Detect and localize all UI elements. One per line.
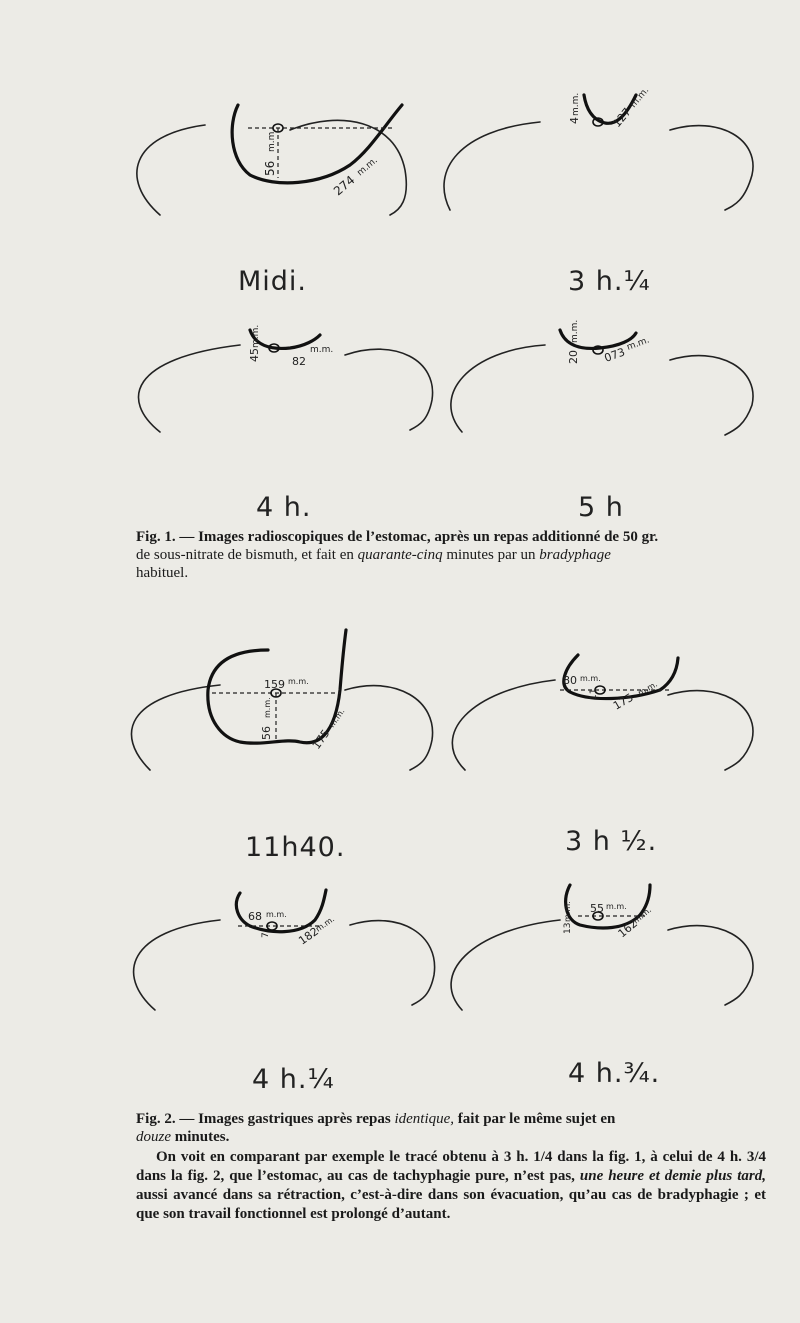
curve-unit: m.m. — [313, 914, 337, 934]
caption-text: minutes. — [171, 1129, 230, 1145]
time-label-midi: Midi. — [238, 266, 308, 297]
height-measure: 45 — [248, 348, 261, 362]
caption-emphasis: identique, — [394, 1111, 455, 1127]
width-measure: 68 — [248, 910, 262, 923]
silhouette-outline — [668, 691, 753, 770]
height-measure: 20 — [567, 350, 580, 364]
caption-text: minutes par un — [442, 547, 540, 563]
paragraph-emphasis: une heure et demie plus tard, — [579, 1168, 766, 1184]
caption-text: habituel. — [136, 565, 189, 581]
height-unit: m.m. — [267, 128, 277, 152]
time-label-3h15: 3 h.¼ — [568, 266, 651, 297]
time-label-4h15: 4 h.¼ — [252, 1064, 335, 1095]
height-unit: m.m. — [263, 697, 272, 718]
time-label-5h: 5 h — [578, 492, 624, 523]
silhouette-outline — [452, 680, 555, 770]
height-unit: m.m. — [570, 319, 580, 343]
figure1-caption — [136, 528, 766, 582]
figure2-caption — [136, 1110, 766, 1146]
width-unit: m.m. — [266, 910, 287, 919]
curve-unit: m.m. — [625, 335, 651, 353]
curve-unit: m.m. — [636, 679, 659, 698]
silhouette-outline — [139, 345, 240, 432]
time-label-11h40: 11h40. — [245, 832, 346, 863]
curve-unit: m.m. — [327, 707, 347, 730]
caption-text: fait par le même sujet en — [454, 1111, 616, 1127]
curve-measure: 175 — [611, 690, 636, 713]
silhouette-outline — [451, 345, 545, 432]
silhouette-outline — [668, 926, 753, 1005]
silhouette-outline — [350, 921, 435, 1005]
width-measure: 159 — [264, 678, 285, 691]
width-unit: m.m. — [606, 902, 627, 911]
silhouette-outline — [444, 122, 540, 210]
time-label-3h30: 3 h ½. — [565, 826, 658, 857]
height-measure: 4 — [568, 117, 581, 124]
silhouette-outline — [670, 126, 753, 210]
time-label-4h: 4 h. — [256, 492, 312, 523]
height-measure: 13 — [563, 922, 573, 934]
silhouette-outline — [345, 686, 433, 770]
silhouette-outline — [137, 125, 205, 215]
time-label-4h45: 4 h.¾. — [568, 1058, 661, 1089]
height-unit: m.m. — [571, 92, 581, 116]
silhouette-outline — [670, 356, 753, 435]
curve-measure: 182 — [296, 924, 321, 948]
silhouette-outline — [345, 349, 433, 430]
curve-measure: 82 — [292, 355, 306, 368]
body-paragraph — [136, 1148, 766, 1224]
curve-measure: 073 — [602, 345, 627, 365]
caption-text: de sous-nitrate de bismuth, et fait en — [136, 547, 358, 563]
curve-unit: m.m. — [631, 905, 654, 926]
curve-measure: 127 — [610, 105, 634, 130]
width-measure: 80 — [563, 674, 577, 687]
curve-unit: m.m. — [628, 85, 652, 110]
stomach-contour — [232, 105, 402, 183]
height-measure: 56 — [260, 726, 273, 740]
width-measure: 55 — [590, 902, 604, 915]
paragraph — [136, 1148, 766, 1224]
caption-emphasis: bradyphage — [539, 547, 611, 563]
width-unit: m.m. — [580, 674, 601, 683]
height-measure: 56 — [263, 160, 277, 176]
caption-emphasis: douze — [136, 1129, 171, 1145]
paragraph-text: aussi avancé dans sa rétraction, c’est-à-dire dans son évacuation, qu’au cas de bradyphagie ; et que son travail fonctionnel est prolongé d’autant. — [136, 1187, 766, 1222]
curve-measure: 175 — [309, 727, 333, 752]
paragraph-text: On voit en comparant par exemple le tracé obtenu à 3 h. 1/4 dans la fig. 1, à celui de 4 h. 3/4 dans la fig. 2, que l’estomac, au cas de tachyphagie pure, n’est pas, — [136, 1149, 766, 1184]
curve-measure: 274 — [330, 172, 358, 199]
height-unit: m.m. — [563, 901, 572, 922]
curve-unit: m.m. — [355, 155, 380, 179]
silhouette-outline — [451, 920, 560, 1010]
caption-lead: Fig. 2. — Images gastriques après repas — [136, 1111, 395, 1127]
height-measure: 11 — [589, 688, 599, 700]
height-unit: m.m. — [251, 324, 261, 348]
height-measure: 7 — [261, 932, 271, 938]
caption-lead: Fig. 1. — Images radioscopiques de l’estomac, après un repas additionné de 50 gr. — [136, 529, 659, 545]
curve-unit: m.m. — [310, 345, 334, 355]
width-unit: m.m. — [288, 677, 309, 686]
caption-emphasis: quarante-cinq — [357, 547, 443, 563]
curve-measure: 162 — [615, 916, 641, 941]
silhouette-outline — [134, 920, 220, 1010]
